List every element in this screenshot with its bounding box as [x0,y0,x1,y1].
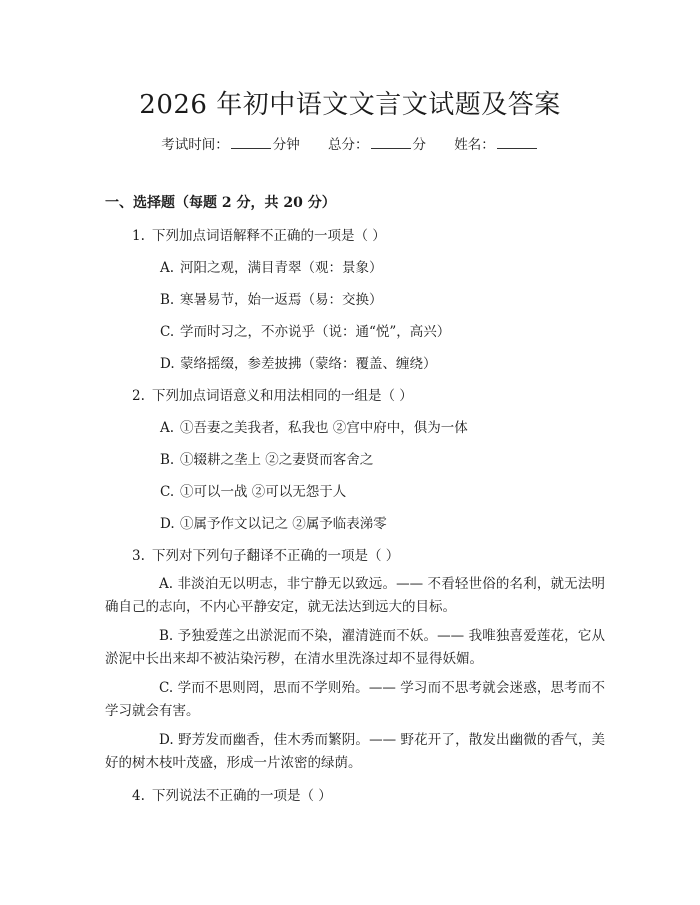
name-field [454,137,539,153]
question-number: 2. [132,388,145,404]
total-score-label: 总分： [328,137,369,153]
section-heading: 一、选择题（每题 2 分，共 20 分） [105,195,336,211]
question-1-option-a [160,256,383,276]
name-label: 姓名： [454,137,495,153]
option-text: ①属予作文以记之 ②属予临表涕零 [180,516,387,532]
total-score-unit: 分 [412,137,426,153]
option-letter: C. [159,680,174,696]
option-text: 学而不思则罔，思而不学则殆。—— 学习而不思考就会迷惑，思考而不学习就会有害。 [105,680,605,719]
option-letter: D. [160,516,175,532]
option-text: 野芳发而幽香，佳木秀而繁阴。—— 野花开了，散发出幽微的香气，美好的树木枝叶茂盛，形成一片浓密的绿荫。 [105,732,605,771]
question-3-option-b [105,625,605,671]
question-4 [132,784,332,804]
question-1-option-b [160,288,383,308]
option-text: ①辍耕之垄上 ②之妻贤而客舍之 [180,452,374,468]
option-letter: B. [159,628,174,644]
option-text: ①可以一战 ②可以无怨于人 [180,484,347,500]
exam-time-blank[interactable] [231,136,271,149]
option-text: 学而时习之，不亦说乎（说：通“悦”，高兴） [180,324,451,340]
exam-time-field [161,137,300,153]
total-score-field [328,137,426,153]
question-3-option-a [105,573,605,619]
option-letter: D. [159,732,174,748]
option-text: 予独爱莲之出淤泥而不染，濯清涟而不妖。—— 我唯独喜爱莲花，它从淤泥中长出来却不被沾染污秽，在清水里洗涤过却不显得妖媚。 [105,628,605,667]
exam-time-unit: 分钟 [272,137,300,153]
exam-time-label: 考试时间： [161,137,229,153]
question-2-option-c [160,480,346,500]
option-letter: C. [160,324,175,340]
question-number: 1. [132,228,145,244]
option-letter: A. [160,420,175,436]
option-text: ①吾妻之美我者，私我也 ②宫中府中，俱为一体 [180,420,468,436]
question-3-option-c [105,677,605,723]
option-letter: B. [160,452,175,468]
question-stem: 下列加点词语意义和用法相同的一组是（ ） [152,388,413,404]
option-text: 非淡泊无以明志，非宁静无以致远。—— 不看轻世俗的名利，就无法明确自己的志向，不内心平静安定，就无法达到远大的目标。 [105,576,606,615]
question-number: 3. [132,548,145,564]
total-score-blank[interactable] [371,136,411,149]
exam-info-line [0,133,700,153]
question-1-option-d [160,352,437,372]
question-number: 4. [132,788,145,804]
option-text: 河阳之观，满目青翠（观：景象） [180,260,383,276]
option-letter: D. [160,356,175,372]
option-letter: C. [160,484,175,500]
question-2-option-d [160,512,387,532]
question-1 [132,224,386,244]
option-letter: A. [159,576,174,592]
name-blank[interactable] [497,136,537,149]
question-2-option-a [160,416,468,436]
option-letter: A. [160,260,175,276]
option-text: 寒暑易节，始一返焉（易：交换） [180,292,383,308]
option-letter: B. [160,292,175,308]
question-3-option-d [105,729,605,775]
question-2-option-b [160,448,373,468]
question-1-option-c [160,320,450,340]
question-stem: 下列说法不正确的一项是（ ） [152,788,332,804]
question-stem: 下列加点词语解释不正确的一项是（ ） [152,228,386,244]
question-3 [132,544,399,564]
option-text: 蒙络摇缀，参差披拂（蒙络：覆盖、缠绕） [180,356,437,372]
page-title: 2026 年初中语文文言文试题及答案 [139,90,561,120]
question-2 [132,384,413,404]
question-stem: 下列对下列句子翻译不正确的一项是（ ） [152,548,400,564]
